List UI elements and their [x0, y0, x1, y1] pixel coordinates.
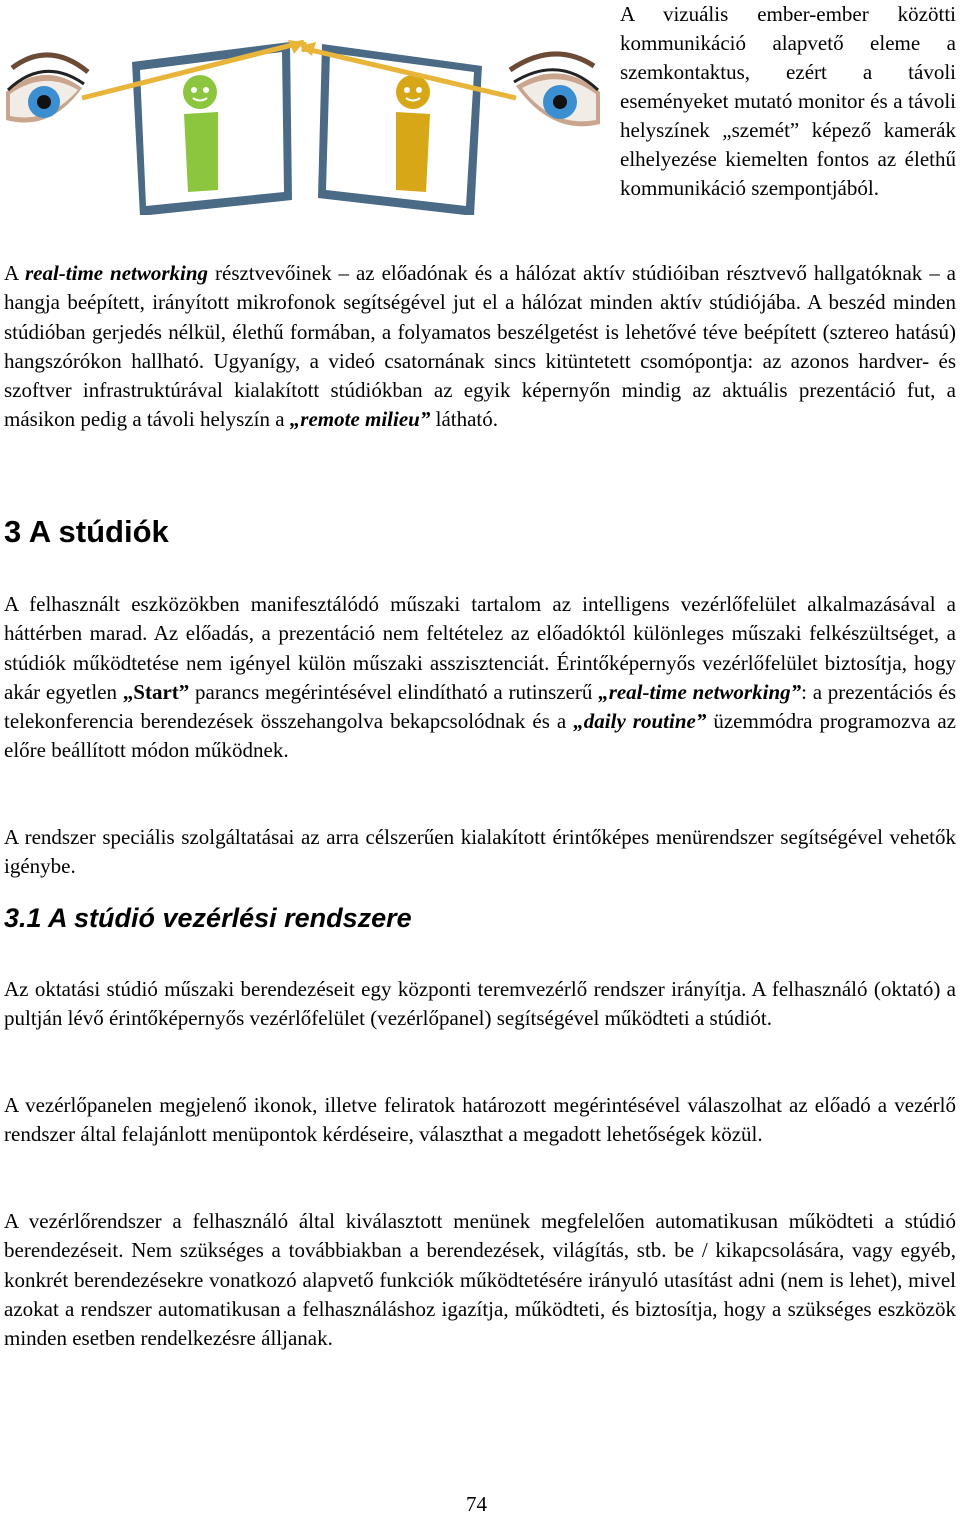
- paragraph-networking: A real-time networking résztvevőinek – az előadónak és a hálózat aktív stúdióiban résztvevő hallgatóknak – a hangja beépített, irányított mikrofonok segítségével jut el a hálózat minden aktív stúdiójába. A beszéd minden stúdióban gerjedés nélkül, élethű formában, a folyamatos beszélgetést is lehetővé téve beépített (sztereo hatású) hangszórókon hallható. Ugyanígy, a videó csatornának sincs kitüntetett csomópontja: az azonos hardver- és szoftver infrastruktúrával kialakított stúdiókban az egyik képernyőn mindig az aktuális prezentáció fut, a másikon pedig a távoli helyszín a „remote milieu” látható.: [4, 261, 956, 432]
- page-number: 74: [466, 1492, 487, 1516]
- paragraph-studios: A felhasznált eszközökben manifesztálódó műszaki tartalom az intelligens vezérlőfelület alkalmazásával a háttérben marad. Az előadás, a prezentáció nem feltételez az előadóktól különleges műszaki felkészültséget, a stúdiók működtetése nem igényel külön műszaki asszisztenciát. Érintőképernyős vezérlőfelület biztosítja, hogy akár egyetlen „Start” parancs megérintésével elindítható a rutinszerű „real-time networking”: a prezentációs és telekonferencia berendezések összehangolva bekapcsolódnak és a „daily routine” üzemmódra programozva az előre beállított módon működnek.: [4, 592, 956, 763]
- intro-paragraph: A vizuális ember-ember közötti kommunikáció alapvető eleme a szemkontaktus, ezért a távoli eseményeket mutató monitor és a távoli helyszínek „szemét” képező kamerák elhelyezése kiemelten fontos az élethű kommunikáció szempontjából.: [620, 2, 956, 200]
- section-heading: 3 A stúdiók: [4, 514, 169, 549]
- left-monitor-icon: [132, 42, 292, 215]
- subsection-heading: 3.1 A stúdió vezérlési rendszere: [4, 903, 412, 933]
- paragraph-control-panel: A vezérlőpanelen megjelenő ikonok, illetve feliratok határozott megérintésével válaszolhat az előadó a vezérlő rendszer által felajánlott menüpontok kérdéseire, választhat a megadott lehetőségek közül.: [4, 1093, 956, 1147]
- eye-contact-illustration: [4, 40, 604, 215]
- right-eye-icon: [510, 54, 600, 126]
- paragraph-control-system: Az oktatási stúdió műszaki berendezéseit egy központi teremvezérlő rendszer irányítja. A felhasználó (oktató) a pultján lévő érintőképernyős vezérlőfelület (vezérlőpanel) segítségével működteti a stúdiót.: [4, 977, 956, 1031]
- left-eye-icon: [6, 55, 88, 123]
- paragraph-services: A rendszer speciális szolgáltatásai az arra célszerűen kialakított érintőképes menürendszer segítségével vehetők igénybe.: [4, 825, 956, 879]
- paragraph-automation: A vezérlőrendszer a felhasználó által kiválasztott menünek megfelelően automatikusan működteti a stúdió berendezéseit. Nem szükséges a továbbiakban a berendezések, világítás, stb. be / kikapcsolására, vagy egyéb, konkrét berendezésekre vonatkozó alapvető funkciók működtetésére irányuló utasítást adni (nem is lehet), mivel azokat a rendszer automatikusan a felhasználáshoz igazítja, működteti, és biztosítja, hogy a szükséges eszközök minden esetben rendelkezésre álljanak.: [4, 1209, 956, 1351]
